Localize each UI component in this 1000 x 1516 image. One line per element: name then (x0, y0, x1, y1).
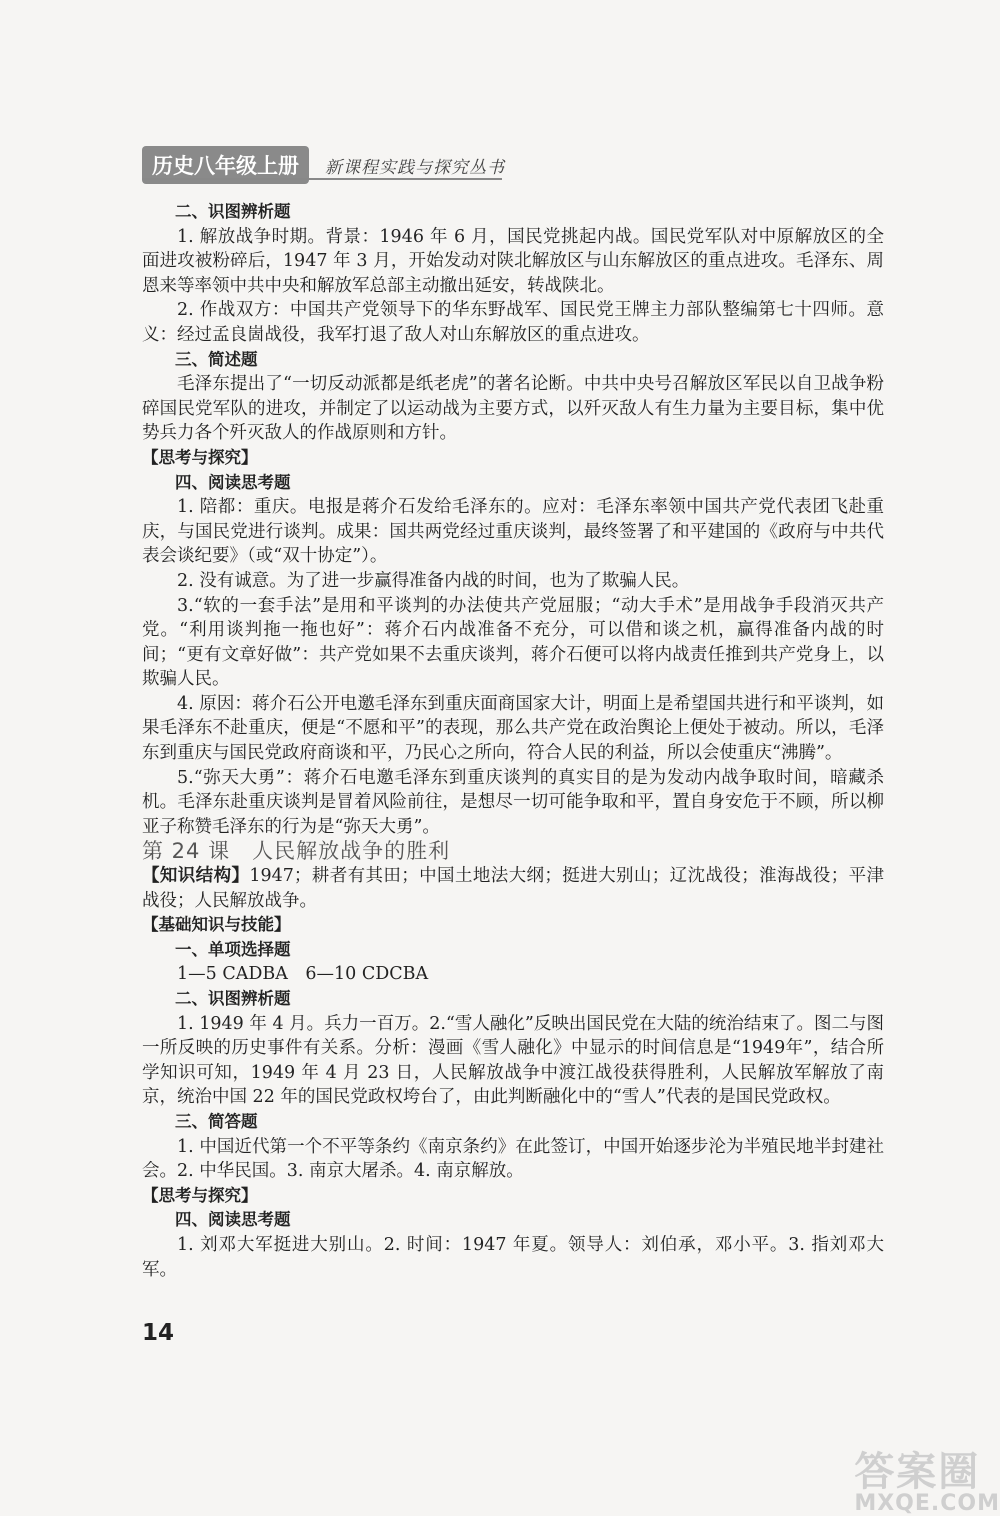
section-heading: 三、简述题 (175, 349, 258, 369)
subsection-label: 【思考与探究】 (142, 1185, 258, 1205)
section-heading: 二、识图辨析题 (175, 202, 291, 221)
paragraph: 1. 陪都：重庆。电报是蒋介石发给毛泽东的。应对：毛泽东率领中国共产党代表团飞赴重庆，与国民党进行谈判。成果：国共两党经过重庆谈判，最终签署了和平建国的《政府与中共代表会谈纪要》（或“双十协定”）。 (142, 497, 884, 567)
paragraph: 毛泽东提出了“一切反动派都是纸老虎”的著名论断。中共中央号召解放区军民以自卫战争粉碎国民党军队的进攻，并制定了以运动战为主要方式，以歼灭敌人有生力量为主要目标，集中优势兵力各个歼灭敌人的作战原则和方针。 (142, 374, 884, 444)
paragraph: 5.“弥天大勇”：蒋介石电邀毛泽东到重庆谈判的真实目的是为发动内战争取时间，暗藏杀机。毛泽东赴重庆谈判是冒着风险前往，是想尽一切可能争取和平，置自身安危于不顾，所以柳亚子称赞毛泽东的行为是“弥天大勇”。 (142, 767, 884, 837)
paragraph: 1. 1949 年 4 月。兵力一百万。2.“雪人融化”反映出国民党在大陆的统治结束了。图二与图一所反映的历史事件有关系。分析：漫画《雪人融化》中显示的时间信息是“1949年”，结合所学知识可知，1949 年 4 月 23 日，人民解放战争中渡江战役获得胜利，人民解放军解放了南京，统治中国 22 年的国民党政权垮台了，由此判断融化中的“雪人”代表的是国民党政权。 (142, 1013, 884, 1108)
section-heading: 一、单项选择题 (175, 939, 291, 959)
paragraph: 1. 中国近代第一个不平等条约《南京条约》在此签订，中国开始逐步沦为半殖民地半封建社会。2. 中华民国。3. 南京大屠杀。4. 南京解放。 (142, 1136, 884, 1182)
paragraph: 3.“软的一套手法”是用和平谈判的办法使共产党屈服；“动大手术”是用战争手段消灭共产党。“利用谈判拖一拖也好”：蒋介石内战准备不充分，可以借和谈之机，赢得准备内战的时间；“更有文章好做”：共产党如果不去重庆谈判，蒋介石便可以将内战责任推到共产党身上，以欺骗人民。 (142, 595, 884, 690)
paragraph: 2. 没有诚意。为了进一步赢得准备内战的时间，也为了欺骗人民。 (177, 570, 690, 591)
paragraph: 1. 解放战争时期。背景：1946 年 6 月，国民党挑起内战。国民党军队对中原解放区的全面进攻被粉碎后，1947 年 3 月，开始发动对陕北解放区与山东解放区的重点进攻。毛泽东、周恩来等率领中共中央和解放军总部主动撤出延安，转战陕北。 (142, 226, 884, 296)
book-title-badge: 历史八年级上册 (142, 146, 309, 184)
knowledge-structure-label: 【知识结构】 (142, 866, 250, 887)
paragraph: 1. 刘邓大军挺进大别山。2. 时间：1947 年夏。领导人：刘伯承，邓小平。3. 指刘邓大军。 (142, 1234, 885, 1280)
section-heading: 三、简答题 (175, 1111, 258, 1131)
paragraph: 2. 作战双方：中国共产党领导下的华东野战军、国民党王牌主力部队整编第七十四师。意义：经过孟良崮战役，我军打退了敌人对山东解放区的重点进攻。 (142, 300, 884, 345)
watermark-url: MXQE.COM (854, 1491, 1000, 1516)
subsection-label: 【基础知识与技能】 (142, 915, 291, 935)
header-divider (142, 178, 502, 180)
watermark-logo (854, 1440, 1000, 1516)
section-heading: 二、识图辨析题 (175, 989, 291, 1008)
series-title: 新课程实践与探究丛书 (325, 157, 505, 178)
knowledge-structure-text: 1947；耕者有其田；中国土地法大纲；挺进大别山；辽沈战役；淮海战役；平津战役；人民解放战争。 (142, 866, 885, 911)
paragraph: 4. 原因：蒋介石公开电邀毛泽东到重庆面商国家大计，明面上是希望国共进行和平谈判，如果毛泽东不赴重庆，便是“不愿和平”的表现，那么共产党在政治舆论上便处于被动。所以，毛泽东到重庆与国民党政府商谈和平，乃民心之所向，符合人民的利益，所以会使重庆“沸腾”。 (142, 693, 884, 764)
watermark-text: 答案圈 (854, 1449, 981, 1495)
page-number: 14 (142, 1320, 175, 1346)
page-content (142, 200, 884, 1282)
subsection-label: 【思考与探究】 (142, 447, 258, 467)
knowledge-structure (142, 864, 884, 913)
lesson-title: 第 24 课 人民解放战争的胜利 (142, 839, 451, 864)
section-heading: 四、阅读思考题 (175, 1210, 291, 1230)
section-heading: 四、阅读思考题 (175, 472, 291, 492)
answer-key: 1—5 CADBA 6—10 CDCBA (177, 964, 429, 985)
